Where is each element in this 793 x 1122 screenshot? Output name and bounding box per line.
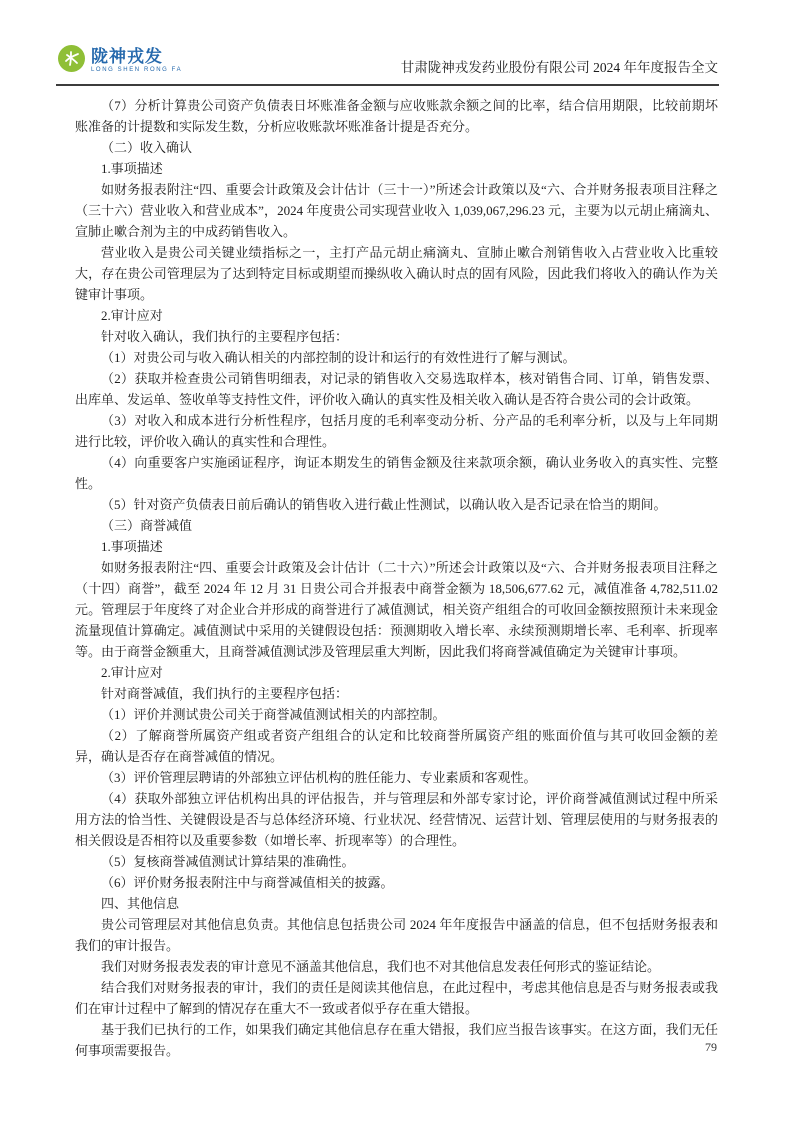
- brand-name-en: LONG SHEN RONG FA: [91, 67, 183, 73]
- paragraph: （2）了解商誉所属资产组或者资产组组合的认定和比较商誉所属资产组的账面价值与其可收回金额的差异，确认是否存在商誉减值的情况。: [75, 728, 718, 764]
- paragraph: 1.事项描述: [101, 539, 163, 554]
- paragraph: 基于我们已执行的工作，如果我们确定其他信息存在重大错报，我们应当报告该事实。在这方面，我们无任何事项需要报告。: [75, 1022, 718, 1058]
- paragraph: 2.审计应对: [101, 308, 163, 323]
- paragraph: 如财务报表附注“四、重要会计政策及会计估计（二十六）”所述会计政策以及“六、合并财务报表项目注释之（十四）商誉”，截至 2024 年 12 月 31 日贵公司合并报表中商誉金额为 18,506,677.62 元，减值准备 4,782,511.02 元。管理层于年度终了对企业合并形成的商誉进行了减值测试，相关资产组组合的可收回金额按照预计未来现金流量现值计算确定。减值测试中采用的关键假设包括：预测期收入增长率、永续预测期增长率、毛利率、折现率等。由于商誉金额重大，且商誉减值测试涉及管理层重大判断，因此我们将商誉减值确定为关键审计事项。: [75, 560, 718, 659]
- company-logo: [58, 45, 182, 74]
- page-header: [0, 0, 793, 86]
- brand-text: [91, 45, 182, 74]
- paragraph: 营业收入是贵公司关键业绩指标之一，主打产品元胡止痛滴丸、宣肺止嗽合剂销售收入占营业收入比重较大，存在贵公司管理层为了达到特定目标或期望而操纵收入确认时点的固有风险，因此我们将收入的确认作为关键审计事项。: [75, 245, 718, 302]
- paragraph: （6）评价财务报表附注中与商誉减值相关的披露。: [101, 875, 394, 890]
- document-body: [75, 95, 718, 1061]
- paragraph: （4）向重要客户实施函证程序，询证本期发生的销售金额及往来款项余额，确认业务收入的真实性、完整性。: [75, 455, 718, 491]
- paragraph: （二）收入确认: [101, 140, 193, 155]
- paragraph: 结合我们对财务报表的审计，我们的责任是阅读其他信息，在此过程中，考虑其他信息是否与财务报表或我们在审计过程中了解到的情况存在重大不一致或者似乎存在重大错报。: [75, 980, 718, 1016]
- page-number: 79: [705, 1040, 717, 1054]
- paragraph: （2）获取并检查贵公司销售明细表，对记录的销售收入交易选取样本，核对销售合同、订单，销售发票、出库单、发运单、签收单等支持性文件，评价收入确认的真实性及相关收入确认是否符合贵公司的会计政策。: [75, 371, 718, 407]
- paragraph: 贵公司管理层对其他信息负责。其他信息包括贵公司 2024 年年度报告中涵盖的信息，但不包括财务报表和我们的审计报告。: [75, 917, 718, 953]
- paragraph: （5）针对资产负债表日前后确认的销售收入进行截止性测试，以确认收入是否记录在恰当的期间。: [101, 497, 667, 512]
- paragraph: （三）商誉减值: [101, 518, 193, 533]
- header-divider: [56, 84, 719, 86]
- company-logo-icon: [58, 45, 85, 72]
- paragraph: 1.事项描述: [101, 161, 163, 176]
- paragraph: （3）评价管理层聘请的外部独立评估机构的胜任能力、专业素质和客观性。: [101, 770, 537, 785]
- paragraph: 针对收入确认，我们执行的主要程序包括：: [101, 329, 349, 344]
- paragraph: 针对商誉减值，我们执行的主要程序包括：: [101, 686, 349, 701]
- report-title: 甘肃陇神戎发药业股份有限公司 2024 年年度报告全文: [400, 60, 718, 75]
- paragraph: （3）对收入和成本进行分析性程序，包括月度的毛利率变动分析、分产品的毛利率分析，以及与上年同期进行比较，评价收入确认的真实性和合理性。: [75, 413, 718, 449]
- paragraph: （4）获取外部独立评估机构出具的评估报告，并与管理层和外部专家讨论，评价商誉减值测试过程中所采用方法的恰当性、关键假设是否与总体经济环境、行业状况、经营情况、运营计划、管理层使用的与财务报表的相关假设是否相符以及重要参数（如增长率、折现率等）的合理性。: [75, 791, 718, 848]
- paragraph: 2.审计应对: [101, 665, 163, 680]
- paragraph: （1）评价并测试贵公司关于商誉减值测试相关的内部控制。: [101, 707, 446, 722]
- paragraph: （7）分析计算贵公司资产负债表日坏账准备金额与应收账款余额之间的比率，结合信用期限，比较前期坏账准备的计提数和实际发生数，分析应收账款坏账准备计提是否充分。: [75, 98, 718, 134]
- paragraph: （1）对贵公司与收入确认相关的内部控制的设计和运行的有效性进行了解与测试。: [101, 350, 576, 365]
- paragraph: （5）复核商誉减值测试计算结果的准确性。: [101, 854, 355, 869]
- brand-name-cn: 陇神戎发: [91, 47, 163, 66]
- paragraph: 四、其他信息: [101, 896, 180, 911]
- paragraph: 如财务报表附注“四、重要会计政策及会计估计（三十一）”所述会计政策以及“六、合并财务报表项目注释之（三十六）营业收入和营业成本”，2024 年度贵公司实现营业收入 1,039,067,296.23 元，主要为以元胡止痛滴丸、宣肺止嗽合剂为主的中成药销售收入。: [75, 182, 718, 239]
- paragraph: 我们对财务报表发表的审计意见不涵盖其他信息，我们也不对其他信息发表任何形式的鉴证结论。: [101, 959, 661, 974]
